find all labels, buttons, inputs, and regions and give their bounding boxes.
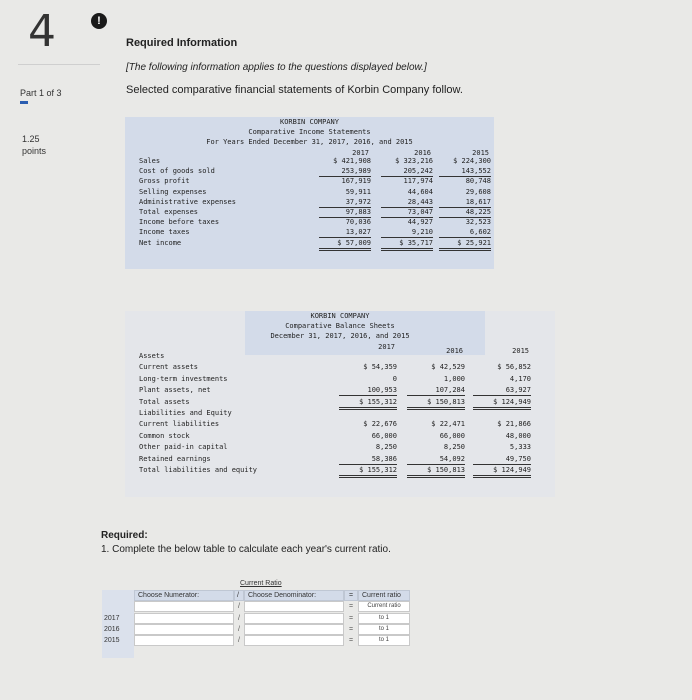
balance-row-label: Total liabilities and equity [139,466,258,474]
income-row-value: 44,927 [407,218,433,227]
balance-row-value: 49,750 [473,455,531,465]
balance-row-value: $ 54,359 [363,363,397,372]
slash-operator: / [238,626,240,633]
balance-row-label: Assets [139,352,165,360]
income-row-label: Net income [139,238,182,247]
statements-intro: Selected comparative financial statements of Korbin Company follow. [126,84,463,96]
income-row-value: 13,027 [319,228,371,238]
income-row-label: Administrative expenses [139,197,236,206]
balance-row-label: Plant assets, net [139,386,211,395]
balance-row-label: Liabilities and Equity [139,409,232,417]
balance-row-value: $ 21,866 [497,420,531,429]
income-row-value: 29,608 [465,187,491,196]
income-row-value: $ 421,908 [333,157,371,165]
points-value: 1.25 [22,134,40,144]
income-row-value: 44,604 [407,187,433,196]
required-label: Required: [101,530,148,541]
income-row-value: 59,911 [345,187,371,196]
balance-sheet [125,311,555,497]
income-statement [125,117,494,269]
income-row-value: $ 25,921 [439,239,491,251]
result-header: Current ratio [358,590,410,601]
income-row-value: 48,225 [439,208,491,218]
balance-row-label: Long-term investments [139,374,228,383]
balance-row-value: $ 124,949 [473,398,531,410]
numerator-subhead [134,601,234,612]
balance-year-2016: 2016 [446,347,463,355]
denominator-select[interactable] [244,624,344,635]
equals-header: = [344,590,358,601]
income-row-value: 143,552 [439,167,491,177]
income-row-value: 6,602 [439,228,491,238]
balance-row-value: 5,333 [509,443,531,452]
ratio-row-year: 2016 [104,626,120,633]
balance-company: KORBIN COMPANY [310,312,370,320]
income-row-label: Total expenses [139,208,199,216]
equals-operator: = [348,637,354,644]
income-row-value: 28,443 [381,198,433,208]
balance-row-value: $ 22,471 [431,420,465,429]
balance-row-value: 58,386 [339,455,397,465]
income-period: For Years Ended December 31, 2017, 2016, and 2015 [206,138,413,146]
balance-row-value: $ 150,813 [407,466,465,478]
income-row-label: Selling expenses [139,187,207,196]
income-row-label: Sales [139,157,161,165]
ratio-result-suffix: to 1 [378,626,389,632]
income-row-value: $ 224,300 [453,157,491,165]
income-row-label: Income before taxes [139,218,220,227]
balance-row-value: $ 150,813 [407,398,465,410]
balance-row-label: Other paid-in capital [139,443,228,452]
balance-row-label: Current liabilities [139,420,220,429]
denominator-select[interactable] [244,613,344,624]
income-row-value: 97,883 [319,208,371,218]
numerator-select[interactable] [134,624,234,635]
income-row-value: $ 323,216 [395,157,433,165]
result-subhead-label: Current ratio [367,603,401,609]
income-row-label: Gross profit [139,177,190,186]
denominator-header: Choose Denominator: [244,590,344,601]
numerator-select[interactable] [134,613,234,624]
income-row-value: 253,989 [319,167,371,177]
balance-period: December 31, 2017, 2016, and 2015 [270,332,410,340]
balance-row-value: $ 124,949 [473,466,531,478]
info-subtitle: [The following information applies to the questions displayed below.] [126,62,427,73]
denominator-subhead [244,601,344,612]
numerator-header: Choose Numerator: [134,590,234,601]
income-year-2017: 2017 [352,149,369,157]
slash-subhead: / [238,603,240,610]
balance-title: Comparative Balance Sheets [285,322,395,330]
balance-row-value: 8,250 [375,443,397,452]
balance-row-value: $ 155,312 [339,398,397,410]
income-year-2016: 2016 [414,149,431,157]
income-row-value: 70,036 [345,218,371,227]
ratio-row-year: 2015 [104,637,120,644]
balance-row-value: 100,953 [339,386,397,396]
points-label: points [22,146,47,156]
equals-operator: = [348,615,354,622]
income-year-2015: 2015 [472,149,489,157]
alert-icon: ! [91,13,107,29]
income-row-value: 32,523 [465,218,491,227]
income-title: Comparative Income Statements [248,128,371,136]
ratio-row-year: 2017 [104,615,120,622]
balance-row-value: 48,000 [505,431,531,440]
income-company: KORBIN COMPANY [279,118,339,126]
balance-year-2015: 2015 [512,347,529,355]
balance-row-value: 1,000 [443,374,465,383]
income-row-value: 167,919 [341,177,371,186]
required-instruction: 1. Complete the below table to calculate each year's current ratio. [101,544,391,555]
balance-row-value: 4,170 [509,374,531,383]
balance-row-label: Total assets [139,397,190,406]
income-row-value: 37,972 [319,198,371,208]
current-ratio-table [102,565,467,665]
balance-year-2017: 2017 [378,343,395,351]
part-indicator: Part 1 of 3 [20,88,62,98]
balance-row-value: 63,927 [473,386,531,396]
divider [18,64,100,65]
balance-row-value: $ 56,852 [497,363,531,372]
slash-operator: / [238,615,240,622]
income-row-label: Income taxes [139,228,190,237]
balance-row-value: 54,092 [407,455,465,465]
ratio-table-title: Current Ratio [240,580,282,587]
equals-operator: = [348,626,354,633]
balance-row-label: Common stock [139,431,190,440]
income-row-value: 9,210 [381,228,433,238]
balance-row-value: 0 [392,374,397,383]
balance-row-value: $ 22,676 [363,420,397,429]
income-row-value: $ 35,717 [381,239,433,251]
denominator-select[interactable] [244,635,344,646]
income-row-value: 73,047 [381,208,433,218]
question-number: 4 [28,6,56,57]
slash-operator: / [238,637,240,644]
part-progress-bar [20,101,28,104]
balance-row-value: $ 155,312 [339,466,397,478]
slash-header: / [234,590,244,601]
balance-row-value: 66,000 [439,431,465,440]
balance-row-value: 107,284 [407,386,465,396]
income-row-value: 18,617 [439,198,491,208]
balance-row-label: Current assets [139,363,199,372]
numerator-select[interactable] [134,635,234,646]
ratio-result-suffix: to 1 [378,615,389,621]
balance-row-label: Retained earnings [139,454,211,463]
ratio-result-suffix: to 1 [378,637,389,643]
required-information-title: Required Information [126,37,238,49]
income-row-label: Cost of goods sold [139,167,215,176]
points-block [22,133,46,157]
balance-row-value: $ 42,529 [431,363,465,372]
income-row-value: 80,748 [465,177,491,186]
balance-row-value: 8,250 [443,443,465,452]
balance-row-value: 66,000 [371,431,397,440]
income-row-value: 117,974 [403,177,433,186]
income-row-value: 205,242 [381,167,433,177]
equals-subhead: = [348,603,354,610]
income-row-value: $ 57,009 [319,239,371,251]
